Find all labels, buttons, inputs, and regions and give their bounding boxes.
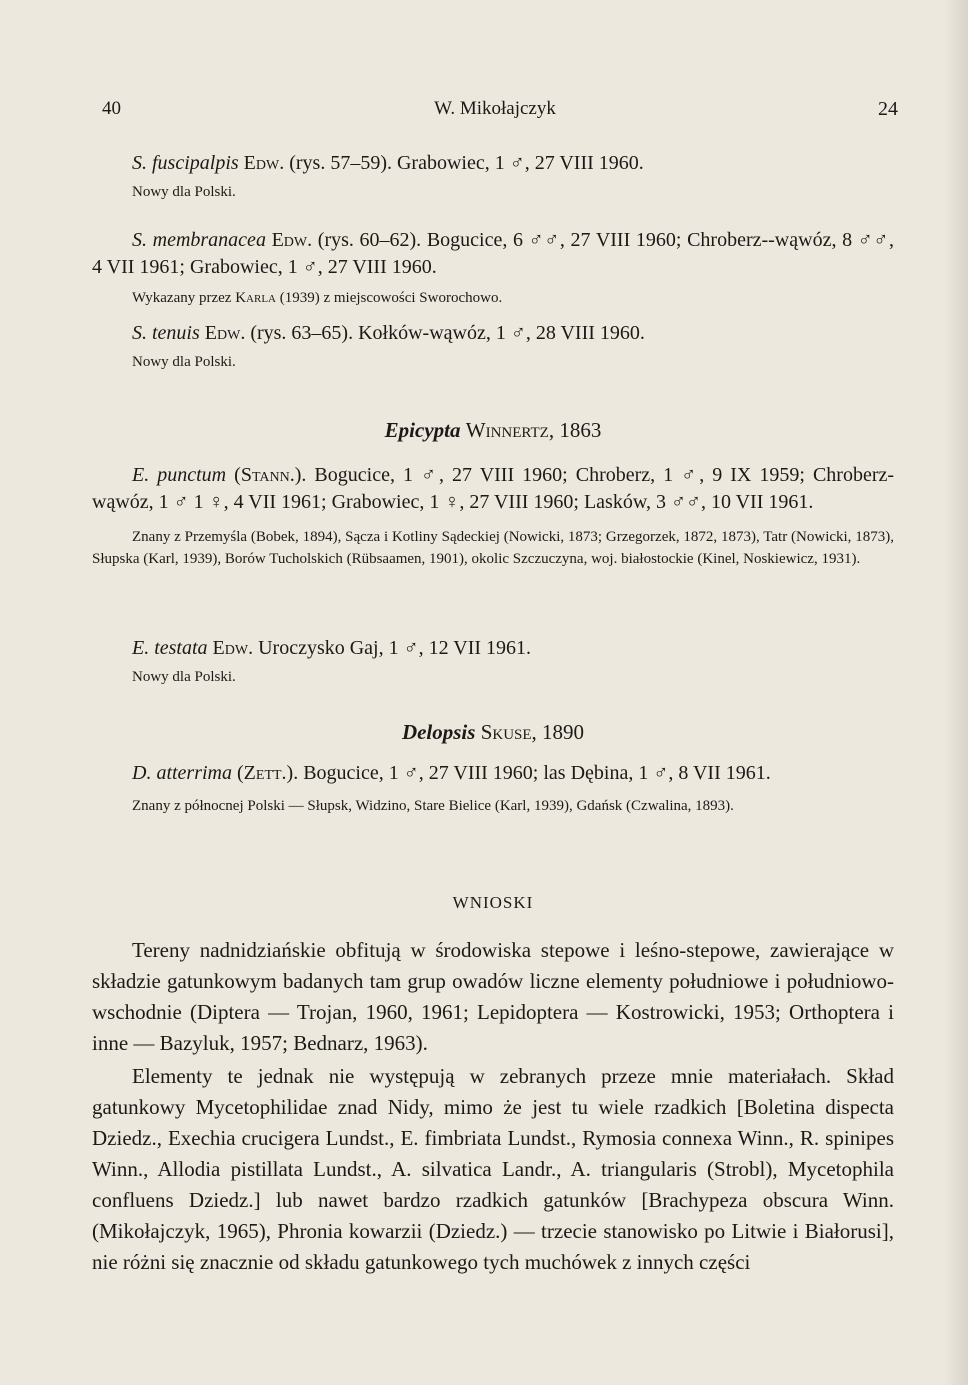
running-header	[92, 98, 898, 122]
entry-s-tenuis	[92, 320, 894, 373]
running-author: W. Mikołajczyk	[434, 98, 556, 119]
genus-author: Winnertz	[465, 418, 549, 442]
species-name: E. punctum	[132, 464, 227, 486]
note-text: Wykazany przez	[132, 290, 232, 306]
species-note: Znany z północnej Polski — Słupsk, Widzino, Stare Bielice (Karl, 1939), Gdańsk (Czwalina, 1893).	[132, 798, 734, 814]
genus-name: Epicypta	[384, 418, 461, 442]
conclusions-body	[92, 935, 894, 1278]
species-record: (rys. 60–62). Bogucice, 6 ♂♂, 27 VIII 1960; Chroberz--wąwóz, 8 ♂♂, 4 VII 1961; Grabowiec, 1 ♂, 27 VIII 1960.	[92, 229, 894, 278]
page-number-right: 24	[878, 98, 898, 120]
genus-name: Delopsis	[401, 720, 476, 744]
note-author: Karla	[235, 290, 276, 306]
species-author: Edw.	[204, 322, 246, 344]
species-author: Edw.	[271, 229, 313, 251]
page-edge-shadow	[944, 0, 968, 1385]
entry-e-punctum	[92, 462, 894, 570]
species-name: S. membranacea	[132, 229, 266, 251]
species-name: S. tenuis	[132, 322, 200, 344]
paren: (	[234, 464, 241, 486]
paren: ).	[286, 762, 299, 784]
entry-s-fuscipalpis	[92, 150, 894, 203]
entry-d-atterrima	[92, 760, 894, 817]
genus-heading-epicypta	[92, 418, 894, 443]
page-number-left: 40	[102, 98, 121, 119]
genus-year: , 1863	[548, 418, 602, 442]
species-author: Edw.	[243, 152, 285, 174]
entry-s-membranacea	[92, 227, 894, 309]
species-note: Nowy dla Polski.	[132, 669, 236, 685]
species-note: Nowy dla Polski.	[132, 354, 236, 370]
paren: ).	[294, 464, 307, 486]
paren: (	[237, 762, 244, 784]
species-note	[92, 287, 894, 309]
species-author: Stann.	[240, 464, 295, 486]
genus-year: , 1890	[531, 720, 585, 744]
species-record: Uroczysko Gaj, 1 ♂, 12 VII 1961.	[258, 637, 532, 659]
conclusions-paragraph-1: Tereny nadnidziańskie obfitują w środowiska stepowe i leśno-stepowe, zawierające w składzie gatunkowym badanych tam grup owadów liczne elementy południowe i południowo-wschodnie (Diptera — Trojan, 1960, 1961; Lepidoptera — Kostrowicki, 1953; Orthoptera i inne — Bazyluk, 1957; Bednarz, 1963).	[92, 938, 894, 1055]
genus-author: Skuse	[480, 720, 532, 744]
species-note: Znany z Przemyśla (Bobek, 1894), Sącza i Kotliny Sądeckiej (Nowicki, 1873; Grzegorzek, 1872, 1873), Tatr (Nowicki, 1873), Słupska (Karl, 1939), Borów Tucholskich (Rübsaamen, 1901), okolic Szczuczyna, woj. białostockie (Kinel, Noskiewicz, 1931).	[92, 529, 894, 567]
species-record: (rys. 63–65). Kołków-wąwóz, 1 ♂, 28 VIII 1960.	[250, 322, 645, 344]
species-note: Nowy dla Polski.	[132, 184, 236, 200]
species-record: (rys. 57–59). Grabowiec, 1 ♂, 27 VIII 1960.	[289, 152, 644, 174]
section-heading-wnioski: WNIOSKI	[452, 893, 534, 912]
species-record: Bogucice, 1 ♂, 27 VIII 1960; Chroberz, 1 ♂, 9 IX 1959; Chroberz-wąwóz, 1 ♂ 1 ♀, 4 VII 1961; Grabowiec, 1 ♀, 27 VIII 1960; Lasków, 3 ♂♂, 10 VII 1961.	[92, 464, 895, 513]
species-name: E. testata	[132, 637, 208, 659]
species-record: Bogucice, 1 ♂, 27 VIII 1960; las Dębina, 1 ♂, 8 VII 1961.	[303, 762, 771, 784]
genus-heading-delopsis	[92, 720, 894, 745]
conclusions-paragraph-2: Elementy te jednak nie występują w zebranych przeze mnie materiałach. Skład gatunkowy Mycetophilidae znad Nidy, mimo że jest tu wiele rzadkich [Boletina dispecta Dziedz., Exechia crucigera Lundst., E. fimbriata Lundst., Rymosia connexa Winn., R. spinipes Winn., Allodia pistillata Lundst., A. silvatica Landr., A. triangularis (Strobl), Mycetophila confluens Dziedz.] lub nawet bardzo rzadkich gatunków [Brachypeza obscura Winn. (Mikołajczyk, 1965), Phronia kowarzii (Dziedz.) — trzecie stanowisko po Litwie i Białorusi], nie różni się znacznie od składu gatunkowego tych muchówek z innych części	[92, 1064, 894, 1274]
species-author: Zett.	[243, 762, 287, 784]
species-name: D. atterrima	[132, 762, 232, 784]
species-author: Edw.	[212, 637, 254, 659]
species-name: S. fuscipalpis	[132, 152, 239, 174]
note-text: (1939) z miejscowości Sworochowo.	[279, 290, 503, 306]
entry-e-testata	[92, 635, 894, 688]
